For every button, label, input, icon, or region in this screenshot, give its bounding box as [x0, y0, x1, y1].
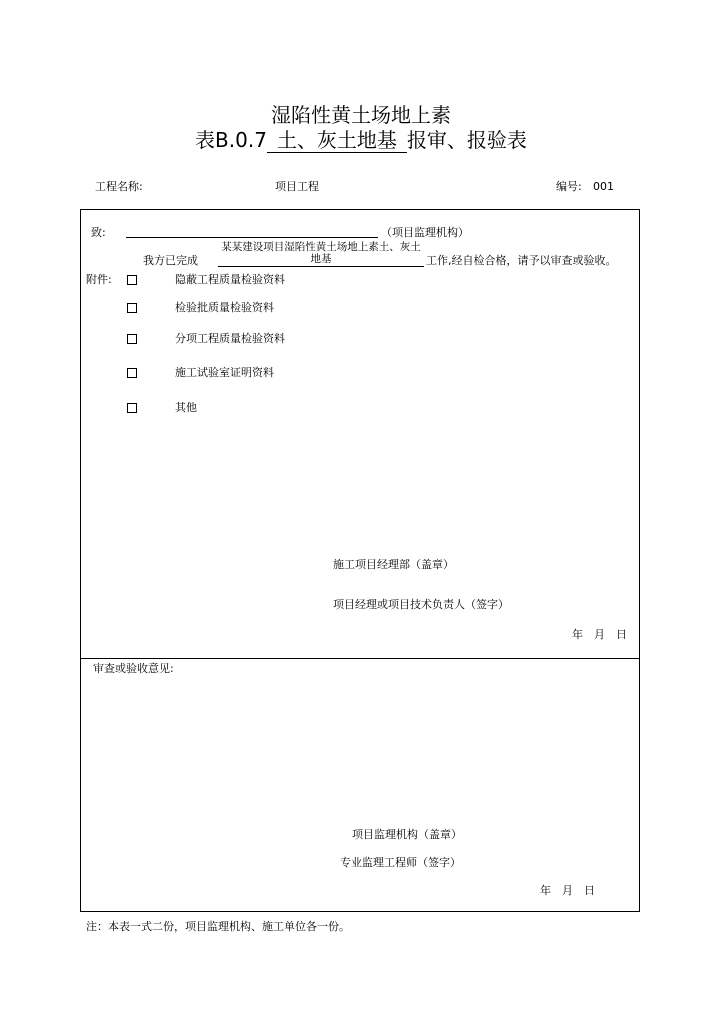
- supervisor-engineer-signature: 专业监理工程师（签字）: [340, 856, 461, 869]
- project-name-value: 项目工程: [275, 180, 319, 193]
- contractor-dept-seal: 施工项目经理部（盖章）: [333, 558, 454, 571]
- completed-suffix: 工作,经自检合格，请予以审查或验收。: [426, 254, 617, 267]
- attachment-inspection-lot: 检验批质量检验资料: [175, 301, 274, 314]
- completed-label: 我方已完成: [143, 254, 198, 267]
- checkbox-sub-item[interactable]: [127, 334, 137, 344]
- to-label: 致:: [91, 226, 106, 239]
- contractor-date: 年 月 日: [572, 628, 627, 641]
- checkbox-other[interactable]: [127, 403, 137, 413]
- attachments-label: 附件:: [86, 273, 112, 286]
- form-code: 表B.0.7: [195, 128, 267, 152]
- number-value: 001: [593, 180, 614, 193]
- supervisor-org-seal: 项目监理机构（盖章）: [352, 828, 462, 841]
- contractor-manager-signature: 项目经理或项目技术负责人（签字）: [333, 598, 509, 611]
- form-title-blank: 土、灰土地基: [267, 128, 407, 153]
- form-title-line2: [0, 126, 722, 154]
- checkbox-inspection-lot[interactable]: [127, 303, 137, 313]
- checkbox-lab-certificate[interactable]: [127, 368, 137, 378]
- attachment-other: 其他: [175, 401, 197, 414]
- supervisor-date: 年 月 日: [540, 884, 595, 897]
- completed-work: 某某建设项目湿陷性黄土场地上素土、灰土地基: [221, 241, 421, 265]
- form-title-line1: 湿陷性黄土场地上素: [271, 103, 451, 127]
- to-underline: [126, 237, 378, 238]
- completed-underline: [218, 266, 424, 267]
- checkbox-concealed-work[interactable]: [127, 275, 137, 285]
- number-label: 编号:: [556, 180, 582, 193]
- attachment-sub-item: 分项工程质量检验资料: [175, 332, 285, 345]
- attachment-concealed-work: 隐蔽工程质量检验资料: [175, 273, 285, 286]
- review-opinion-label: 审查或验收意见:: [93, 662, 174, 675]
- form-title-suffix: 报审、报验表: [406, 128, 527, 152]
- to-org-suffix: （项目监理机构）: [381, 226, 469, 239]
- section-divider: [80, 658, 640, 659]
- project-name-label: 工程名称:: [95, 180, 143, 193]
- attachment-lab-certificate: 施工试验室证明资料: [175, 366, 274, 379]
- footnote: 注：本表一式二份，项目监理机构、施工单位各一份。: [86, 920, 350, 933]
